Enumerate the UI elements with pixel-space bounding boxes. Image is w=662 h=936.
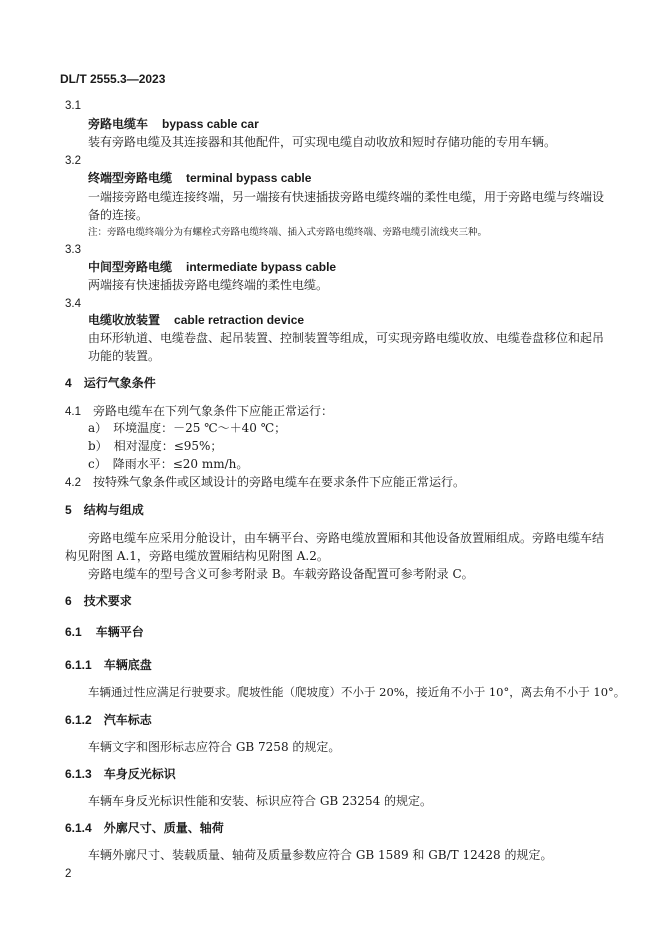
term-cn: 中间型旁路电缆 (88, 260, 173, 274)
term-definition-cont: 功能的装置。 (88, 349, 161, 363)
term-definition: 装有旁路电缆及其连接器和其他配件，可实现电缆自动收放和短时存储功能的专用车辆。 (88, 135, 557, 149)
clause-text: 按特殊气象条件或区域设计的旁路电缆车在要求条件下应能正常运行。 (93, 475, 466, 489)
term-heading (88, 259, 336, 275)
subsection-number: 6.1.4 (65, 821, 92, 835)
subsection-title: 车辆底盘 (103, 658, 152, 672)
clause-number: 4.2 (65, 477, 81, 489)
page-number: 2 (65, 868, 72, 880)
term-number: 3.3 (65, 244, 81, 256)
term-number: 3.2 (65, 155, 81, 167)
subsection-number: 6.1.2 (65, 713, 92, 727)
term-heading (88, 116, 259, 132)
subsection-heading (65, 766, 176, 782)
list-marker: b） (88, 439, 108, 453)
section-heading (65, 593, 132, 609)
paragraph: 旁路电缆车应采用分舱设计，由车辆平台、旁路电缆放置厢和其他设备放置厢组成。旁路电缆车结 (88, 531, 605, 545)
term-definition-cont: 备的连接。 (88, 208, 149, 222)
term-note: 注：旁路电缆终端分为有螺栓式旁路电缆终端、插入式旁路电缆终端、旁路电缆引流线夹三种。 (88, 227, 488, 238)
list-marker: a） (88, 421, 108, 435)
term-number: 3.1 (65, 100, 81, 112)
term-cn: 终端型旁路电缆 (88, 171, 173, 185)
term-definition: 一端接旁路电缆连接终端，另一端接有快速插拔旁路电缆终端的柔性电缆，用于旁路电缆与终端设 (88, 190, 605, 204)
subsection-number: 6.1.3 (65, 767, 92, 781)
clause (65, 474, 465, 491)
term-cn: 旁路电缆车 (88, 117, 149, 131)
section-title: 技术要求 (83, 594, 132, 608)
document-code: DL/T 2555.3—2023 (60, 72, 166, 86)
paragraph: 车辆车身反光标识性能和安装、标识应符合 GB 23254 的规定。 (88, 794, 433, 808)
section-title: 结构与组成 (83, 503, 144, 517)
paragraph-cont: 构见附图 A.1，旁路电缆放置厢结构见附图 A.2。 (65, 549, 329, 563)
paragraph: 旁路电缆车的型号含义可参考附录 B。车载旁路设备配置可参考附录 C。 (88, 567, 474, 581)
list-item (88, 438, 222, 454)
subsection-heading (65, 657, 152, 673)
subsection-title: 外廓尺寸、质量、轴荷 (103, 821, 224, 835)
term-en: terminal bypass cable (186, 171, 312, 185)
term-definition: 由环形轨道、电缆卷盘、起吊装置、控制装置等组成，可实现旁路电缆收放、电缆卷盘移位和起吊 (88, 331, 605, 345)
subsection-number: 6.1.1 (65, 658, 92, 672)
clause-number: 4.1 (65, 406, 81, 418)
term-heading (88, 312, 304, 328)
list-text: 环境温度：－25 ℃～＋40 ℃； (113, 421, 287, 435)
subsection-title: 车辆平台 (95, 625, 144, 639)
subsection-heading (65, 820, 224, 836)
list-text: 相对湿度：≤95%； (113, 439, 223, 453)
section-number: 4 (65, 376, 72, 390)
list-text: 降雨水平：≤20 mm/h。 (112, 457, 249, 471)
subsection-number: 6.1 (65, 625, 82, 639)
list-marker: c） (88, 457, 107, 471)
section-number: 5 (65, 503, 72, 517)
term-en: intermediate bypass cable (186, 260, 337, 274)
term-en: cable retraction device (174, 313, 305, 327)
section-title: 运行气象条件 (83, 376, 156, 390)
paragraph: 车辆文字和图形标志应符合 GB 7258 的规定。 (88, 740, 341, 754)
section-heading (65, 375, 156, 391)
term-en: bypass cable car (162, 117, 259, 131)
paragraph: 车辆通过性应满足行驶要求。爬坡性能（爬坡度）不小于 20%，接近角不小于 10°，离去角不小于 10°。 (88, 685, 626, 699)
clause-text: 旁路电缆车在下列气象条件下应能正常运行： (93, 404, 334, 418)
list-item (88, 420, 286, 436)
clause (65, 403, 333, 420)
section-number: 6 (65, 594, 72, 608)
term-cn: 电缆收放装置 (88, 313, 161, 327)
term-definition: 两端接有快速插拔旁路电缆终端的柔性电缆。 (88, 278, 329, 292)
subsection-heading (65, 624, 144, 640)
subsection-title: 车身反光标识 (103, 767, 176, 781)
section-heading (65, 502, 144, 518)
subsection-title: 汽车标志 (103, 713, 152, 727)
list-item (88, 456, 248, 472)
paragraph: 车辆外廓尺寸、装载质量、轴荷及质量参数应符合 GB 1589 和 GB/T 12428 的规定。 (88, 848, 553, 862)
term-heading (88, 170, 311, 186)
term-number: 3.4 (65, 298, 81, 310)
subsection-heading (65, 712, 152, 728)
